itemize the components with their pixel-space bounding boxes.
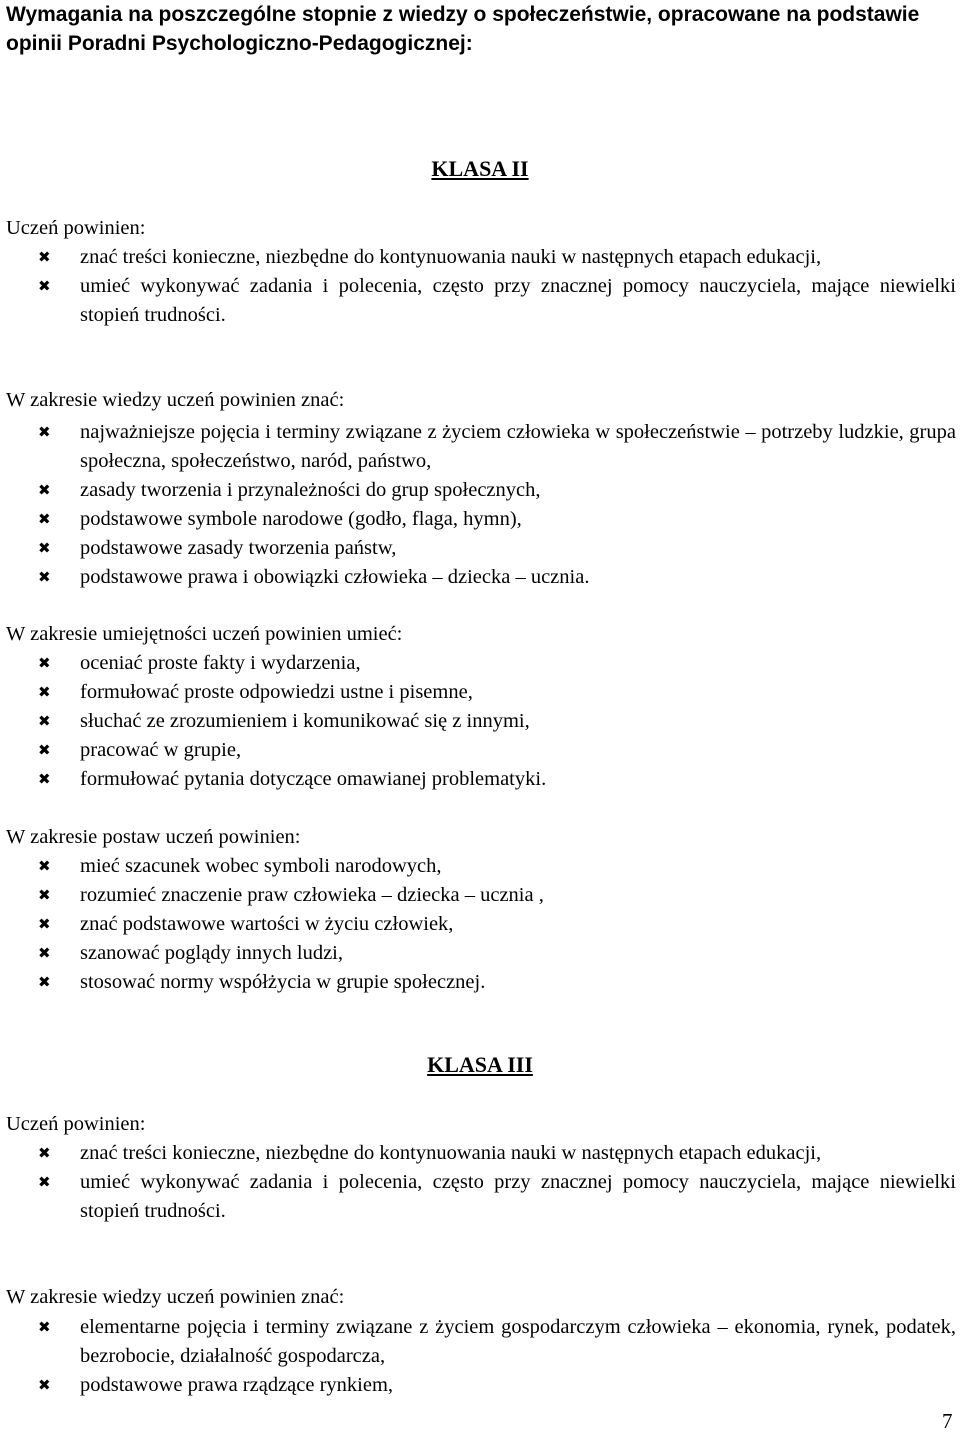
list-item bbox=[0, 736, 960, 765]
list-item-text: podstawowe symbole narodowe (godło, flaga, hymn), bbox=[80, 508, 522, 530]
list-item bbox=[0, 910, 960, 939]
list-item bbox=[0, 1313, 960, 1371]
class-2-intro-knowledge: W zakresie wiedzy uczeń powinien znać: bbox=[6, 389, 345, 411]
list-item-text: znać treści konieczne, niezbędne do kontynuowania nauki w następnych etapach edukacji, bbox=[80, 246, 822, 268]
class-2-title: KLASA II bbox=[431, 156, 529, 181]
list-item-text: szanować poglądy innych ludzi, bbox=[80, 942, 344, 964]
cross-mark-icon: ✖ bbox=[38, 683, 51, 701]
list-item-text: podstawowe prawa rządzące rynkiem, bbox=[80, 1374, 394, 1396]
class-3-title: KLASA III bbox=[427, 1052, 533, 1077]
list-item bbox=[0, 1371, 960, 1400]
cross-mark-icon: ✖ bbox=[38, 1144, 51, 1162]
cross-mark-icon: ✖ bbox=[38, 1318, 51, 1336]
class-2-skills-list bbox=[0, 649, 960, 794]
cross-mark-icon: ✖ bbox=[38, 915, 51, 933]
class-2-intro-skills: W zakresie umiejętności uczeń powinien umieć: bbox=[6, 623, 403, 645]
list-item-text: stosować normy współżycia w grupie społecznej. bbox=[80, 971, 486, 993]
cross-mark-icon: ✖ bbox=[38, 248, 51, 266]
list-item-text: umieć wykonywać zadania i polecenia, często przy znacznej pomocy nauczyciela, mające niewielki stopień trudności. bbox=[80, 1171, 956, 1222]
cross-mark-icon: ✖ bbox=[38, 568, 51, 586]
cross-mark-icon: ✖ bbox=[38, 1173, 51, 1191]
list-item bbox=[0, 765, 960, 794]
list-item-text: elementarne pojęcia i terminy związane z życiem gospodarczym człowieka – ekonomia, rynek, podatek, bezrobocie, działalność gospodarcza, bbox=[80, 1316, 956, 1367]
cross-mark-icon: ✖ bbox=[38, 277, 51, 295]
cross-mark-icon: ✖ bbox=[38, 857, 51, 875]
list-item bbox=[0, 968, 960, 997]
list-item-text: rozumieć znaczenie praw człowieka – dziecka – ucznia , bbox=[80, 884, 544, 906]
list-item bbox=[0, 534, 960, 563]
cross-mark-icon: ✖ bbox=[38, 423, 51, 441]
cross-mark-icon: ✖ bbox=[38, 1376, 51, 1394]
list-item-text: formułować proste odpowiedzi ustne i pisemne, bbox=[80, 681, 473, 703]
list-item-text: pracować w grupie, bbox=[80, 739, 242, 761]
list-item bbox=[0, 881, 960, 910]
list-item bbox=[0, 476, 960, 505]
list-item-text: znać podstawowe wartości w życiu człowiek, bbox=[80, 913, 454, 935]
page-header: Wymagania na poszczególne stopnie z wiedzy o społeczeństwie, opracowane na podstawie opinii Poradni Psychologiczno-Pedagogicznej: bbox=[6, 3, 920, 55]
cross-mark-icon: ✖ bbox=[38, 886, 51, 904]
list-item bbox=[0, 418, 960, 476]
list-item-text: zasady tworzenia i przynależności do grup społecznych, bbox=[80, 479, 541, 501]
class-2-intro-attitudes: W zakresie postaw uczeń powinien: bbox=[6, 826, 301, 848]
list-item-text: podstawowe zasady tworzenia państw, bbox=[80, 537, 397, 559]
class-2-attitudes-list bbox=[0, 852, 960, 997]
list-item bbox=[0, 1139, 960, 1168]
list-item-text: znać treści konieczne, niezbędne do kontynuowania nauki w następnych etapach edukacji, bbox=[80, 1142, 822, 1164]
cross-mark-icon: ✖ bbox=[38, 539, 51, 557]
list-item bbox=[0, 563, 960, 592]
list-item-text: najważniejsze pojęcia i terminy związane z życiem człowieka w społeczeństwie – potrzeby ludzkie, grupa społeczna, społeczeństwo, naród, państwo, bbox=[80, 421, 956, 472]
list-item-text: mieć szacunek wobec symboli narodowych, bbox=[80, 855, 442, 877]
list-item bbox=[0, 243, 960, 272]
list-item-text: oceniać proste fakty i wydarzenia, bbox=[80, 652, 361, 674]
cross-mark-icon: ✖ bbox=[38, 770, 51, 788]
class-3-general-list bbox=[0, 1139, 960, 1226]
class-2-general-list bbox=[0, 243, 960, 330]
cross-mark-icon: ✖ bbox=[38, 741, 51, 759]
class-3-knowledge-list bbox=[0, 1313, 960, 1400]
list-item bbox=[0, 939, 960, 968]
list-item bbox=[0, 505, 960, 534]
cross-mark-icon: ✖ bbox=[38, 973, 51, 991]
cross-mark-icon: ✖ bbox=[38, 712, 51, 730]
page-number: 7 bbox=[942, 1409, 953, 1433]
class-3-intro-general: Uczeń powinien: bbox=[6, 1113, 146, 1135]
list-item-text: umieć wykonywać zadania i polecenia, często przy znacznej pomocy nauczyciela, mające niewielki stopień trudności. bbox=[80, 275, 956, 326]
cross-mark-icon: ✖ bbox=[38, 944, 51, 962]
cross-mark-icon: ✖ bbox=[38, 510, 51, 528]
class-2-knowledge-list bbox=[0, 418, 960, 592]
list-item bbox=[0, 707, 960, 736]
cross-mark-icon: ✖ bbox=[38, 481, 51, 499]
list-item-text: słuchać ze zrozumieniem i komunikować się z innymi, bbox=[80, 710, 530, 732]
class-3-intro-knowledge: W zakresie wiedzy uczeń powinien znać: bbox=[6, 1286, 345, 1308]
list-item bbox=[0, 678, 960, 707]
list-item-text: formułować pytania dotyczące omawianej problematyki. bbox=[80, 768, 547, 790]
list-item-text: podstawowe prawa i obowiązki człowieka – dziecka – ucznia. bbox=[80, 566, 590, 588]
list-item bbox=[0, 1168, 960, 1226]
list-item bbox=[0, 649, 960, 678]
cross-mark-icon: ✖ bbox=[38, 654, 51, 672]
class-2-intro-general: Uczeń powinien: bbox=[6, 217, 146, 239]
list-item bbox=[0, 272, 960, 330]
list-item bbox=[0, 852, 960, 881]
